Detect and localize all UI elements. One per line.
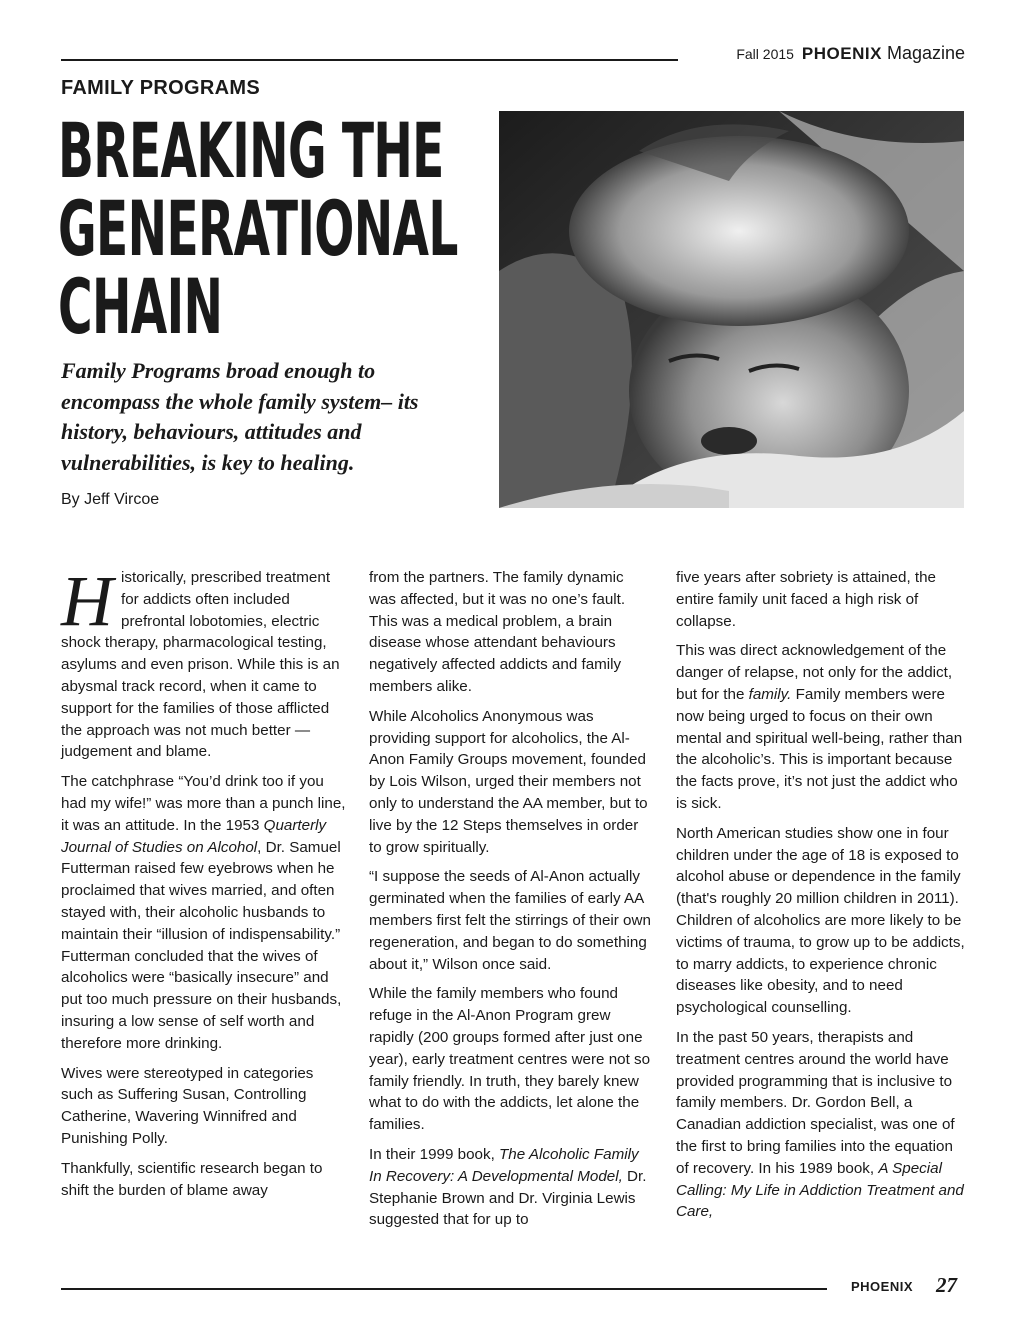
paragraph: from the partners. The family dynamic was affected, but it was no one’s fault. This was a medical problem, a brain disease whose attendant behaviours negatively affected addicts and family members alike. bbox=[369, 569, 626, 695]
paragraph-text: The catchphrase “You’d drink too if you had my wife!” was more than a punch line, it was an attitude. In the 1953 bbox=[61, 773, 346, 834]
headline-line-1: BREAKING THE bbox=[58, 106, 444, 195]
paragraph bbox=[61, 771, 346, 1054]
journal-title: Quarterly Journal of Studies on Alcohol bbox=[61, 816, 327, 856]
brand-name: PHOENIX bbox=[801, 44, 882, 63]
book-title: A Special Calling: My Life in Addiction Treatment and Care, bbox=[676, 1159, 964, 1221]
article-column-2 bbox=[369, 567, 654, 1239]
paragraph: Wives were stereotyped in categories such as Suffering Susan, Controlling Catherine, Wavering Winnifred and Punishing Polly. bbox=[61, 1064, 314, 1147]
paragraph-text: In their 1999 book, bbox=[369, 1145, 500, 1163]
book-title: The Alcoholic Family In Recovery: A Developmental Model, bbox=[369, 1145, 639, 1185]
headline-line-3: CHAIN bbox=[58, 262, 223, 351]
paragraph bbox=[369, 1144, 654, 1231]
paragraph: five years after sobriety is attained, the entire family unit faced a high risk of collapse. bbox=[676, 569, 937, 630]
paragraph-text: istorically, prescribed treatment for addicts often included prefrontal lobotomies, electric shock therapy, pharmacological testing, asylums and even prison. While this is an abysmal track record, when it came to support for the families of those afflicted the approach was not much better — judgement and blame. bbox=[61, 569, 340, 761]
headline-line-2: GENERATIONAL bbox=[58, 184, 458, 273]
headline bbox=[58, 106, 488, 351]
page-number: 27 bbox=[936, 1273, 957, 1297]
paragraph-text: Family members were now being urged to focus on their own mental and spiritual well-being, rather than the alcoholic’s. This is important because the facts prove, it’s not just the addict who is sick. bbox=[676, 685, 963, 812]
paragraph: North American studies show one in four children under the age of 18 is exposed to alcohol abuse or dependence in the family (that's roughly 20 million children in 2011). Children of alcoholics are more likely to be victims of trauma, to grow up to be addicts, to marry addicts, to experience chronic diseases like obesity, and to need psychological counselling. bbox=[676, 824, 965, 1017]
article-column-3 bbox=[676, 567, 966, 1231]
grieving-child-photo-icon bbox=[499, 111, 964, 508]
byline: By Jeff Vircoe bbox=[61, 491, 160, 508]
footer-brand: PHOENIX bbox=[851, 1279, 914, 1294]
drop-cap: H bbox=[61, 561, 113, 641]
article-column-1 bbox=[61, 561, 346, 1209]
emphasis: family. bbox=[748, 685, 792, 703]
feature-photo bbox=[499, 111, 964, 508]
paragraph-text: This was direct acknowledgement of the danger of relapse, not only for the addict, but for the bbox=[676, 642, 953, 703]
paragraph: “I suppose the seeds of Al-Anon actually germinated when the families of early AA members first felt the stirrings of their own regeneration, and began to do something about it,” Wilson once said. bbox=[369, 868, 651, 973]
paragraph bbox=[676, 640, 966, 814]
paragraph bbox=[61, 561, 346, 763]
section-label: FAMILY PROGRAMS bbox=[61, 77, 260, 99]
subhead: Family Programs broad enough to encompass the whole family system– its history, behaviours, attitudes and vulnerabilities, is key to healing. bbox=[61, 358, 419, 475]
paragraph bbox=[676, 1027, 966, 1223]
paragraph-text: Dr. Stephanie Brown and Dr. Virginia Lewis suggested that for up to bbox=[369, 1167, 647, 1229]
issue-date: Fall 2015 bbox=[736, 46, 794, 62]
header-rule bbox=[61, 59, 678, 61]
magazine-label: Magazine bbox=[886, 43, 965, 63]
paragraph-text: In the past 50 years, therapists and treatment centres around the world have provided programming that is inclusive to family members. Dr. Gordon Bell, a Canadian addiction specialist, was one of the first to bring families into the equation of recovery. In his 1989 book, bbox=[676, 1028, 955, 1177]
footer-rule bbox=[61, 1288, 827, 1290]
paragraph: While Alcoholics Anonymous was providing support for alcoholics, the Al-Anon Family Groups movement, founded by Lois Wilson, urged their members not only to understand the AA member, but to live by the 12 Steps themselves in order to grow spiritually. bbox=[369, 707, 648, 856]
masthead bbox=[710, 43, 965, 65]
paragraph: Thankfully, scientific research began to shift the burden of blame away bbox=[61, 1159, 323, 1199]
paragraph-text: , Dr. Samuel Futterman raised few eyebrows when he proclaimed that wives married, and often stayed with, their alcoholic husbands to maintain their “illusion of indispensability.” Futterman concluded that the wives of alcoholics were “basically insecure” and put too much pressure on their husbands, insuring a low sense of self worth and therefore more drinking. bbox=[61, 838, 342, 1052]
paragraph: While the family members who found refuge in the Al-Anon Program grew rapidly (200 groups formed after just one year), early treatment centres were not so family friendly. In truth, they barely knew what to do with the addicts, let alone the families. bbox=[369, 985, 651, 1134]
